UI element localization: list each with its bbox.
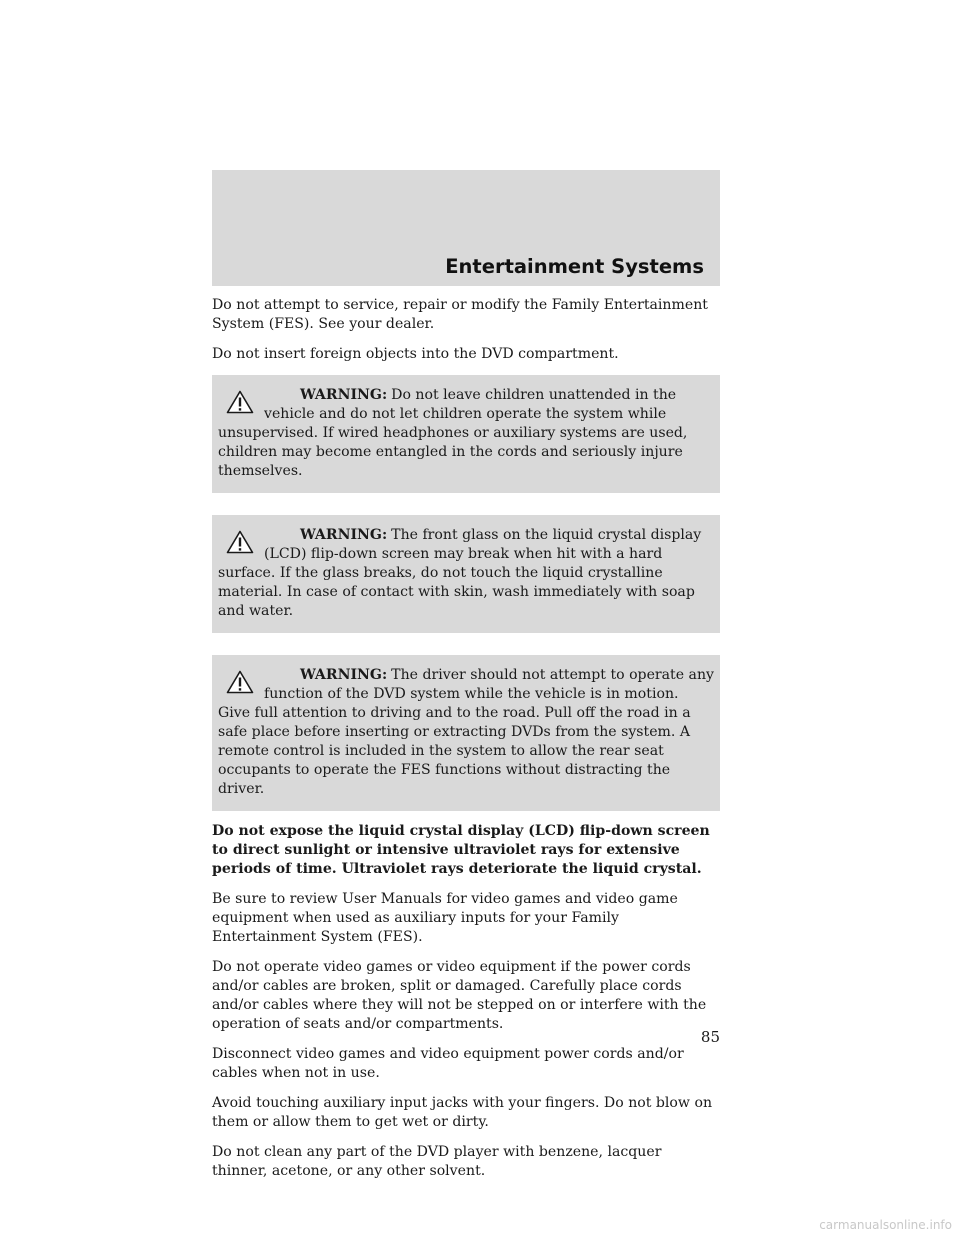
- paragraph-lcd-sunlight: Do not expose the liquid crystal display (LCD) flip-down screen to direct sunlight or intensive ultraviolet rays for extensive periods of time. Ultraviolet rays deteriorate the liquid crystal.: [212, 823, 710, 877]
- warning-label: WARNING:: [300, 387, 388, 403]
- warning-triangle-icon: [226, 530, 254, 554]
- warning-text: The driver should not attempt to operate any function of the DVD system while the vehicle is in motion. Give full attention to driving and to the road. Pull off the road in a safe place before inserting or extracting DVDs from the system. A remote control is included in the system to allow the rear seat occupants to operate the FES functions without distracting the driver.: [218, 667, 714, 797]
- paragraph-disconnect: Disconnect video games and video equipment power cords and/or cables when not in use.: [212, 1046, 684, 1081]
- warning-triangle-icon: [226, 670, 254, 694]
- paragraph-cleaning: Do not clean any part of the DVD player with benzene, lacquer thinner, acetone, or any other solvent.: [212, 1144, 662, 1179]
- page-number: 85: [700, 1028, 720, 1046]
- warning-box-lcd-glass: [212, 515, 720, 633]
- warning-box-children: [212, 375, 720, 493]
- paragraph-foreign-objects: Do not insert foreign objects into the DVD compartment.: [212, 346, 619, 362]
- header-band: [212, 170, 720, 286]
- paragraph-power-cords: Do not operate video games or video equipment if the power cords and/or cables are broken, split or damaged. Carefully place cords and/or cables where they will not be stepped on or interfere with the operation of seats and/or compartments.: [212, 959, 707, 1032]
- warning-triangle-icon: [226, 390, 254, 414]
- warning-label: WARNING:: [300, 667, 388, 683]
- paragraph-input-jacks: Avoid touching auxiliary input jacks with your fingers. Do not blow on them or allow them to get wet or dirty.: [212, 1095, 713, 1130]
- page-content: [212, 296, 720, 1192]
- warning-text: The front glass on the liquid crystal display (LCD) flip-down screen may break when hit with a hard surface. If the glass breaks, do not touch the liquid crystalline material. In case of contact with skin, wash immediately with soap and water.: [218, 527, 702, 619]
- paragraph-user-manuals: Be sure to review User Manuals for video games and video game equipment when used as auxiliary inputs for your Family Entertainment System (FES).: [212, 891, 678, 945]
- watermark: carmanualsonline.info: [819, 1218, 952, 1232]
- warning-text: Do not leave children unattended in the vehicle and do not let children operate the system while unsupervised. If wired headphones or auxiliary systems are used, children may become entangled in the cords and seriously injure themselves.: [218, 387, 688, 479]
- warning-box-driver: [212, 655, 720, 811]
- paragraph-service: Do not attempt to service, repair or modify the Family Entertainment System (FES). See your dealer.: [212, 297, 708, 332]
- warning-label: WARNING:: [300, 527, 388, 543]
- section-title: Entertainment Systems: [445, 255, 704, 278]
